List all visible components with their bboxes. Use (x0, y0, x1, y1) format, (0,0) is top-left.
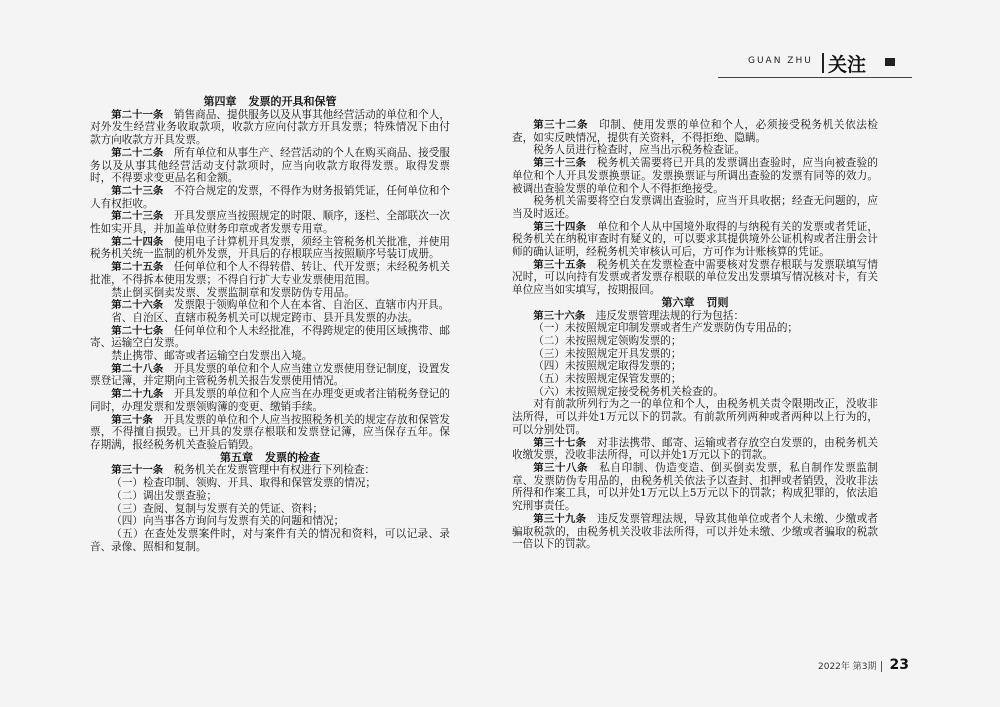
paragraph-text: 印制、使用发票的单位和个人，必须接受税务机关依法检查，如实反映情况，提供有关资料，不得拒绝、隐瞒。 (512, 119, 879, 144)
article-label: 第二十九条 (111, 388, 164, 401)
article-label: 第三十二条 (533, 119, 589, 131)
paragraph-text: 违反发票管理法规，导致其他单位或者个人未缴、少缴或者骗取税款的，由税务机关没收非法所得，可以并处未缴、少缴或者骗取的税款一倍以下的罚款。 (512, 512, 879, 551)
article-paragraph (512, 221, 878, 259)
paragraph-text: （二）调出发票查验； (111, 489, 218, 502)
article-label: 第二十七条 (111, 324, 164, 337)
article-paragraph (90, 414, 450, 452)
paragraph (512, 348, 878, 361)
paragraph-text: （二）未按照规定领购发票的； (533, 334, 682, 347)
paragraph-text: （四）未按照规定取得发票的； (533, 360, 682, 373)
section-header-en: GUAN ZHU (748, 56, 813, 66)
article-paragraph (90, 236, 450, 261)
section-header-zh: 关注 (828, 54, 867, 76)
paragraph-text: 不符合规定的发票，不得作为财务报销凭证，任何单位和个人有权拒收。 (90, 184, 451, 210)
article-label: 第三十七条 (533, 436, 587, 449)
paragraph (90, 477, 450, 490)
article-paragraph (512, 119, 878, 144)
left-column (90, 96, 450, 553)
article-label: 第二十六条 (111, 299, 164, 312)
paragraph (512, 360, 878, 373)
chapter-heading (90, 452, 450, 465)
paragraph-text: （一）未按照规定印制发票或者生产发票防伪专用品的； (533, 322, 799, 335)
paragraph-text: 任何单位和个人不得转借、转让、代开发票；未经税务机关批准，不得拆本使用发票；不得自行扩大专业发票使用范围。 (90, 261, 451, 286)
article-paragraph (512, 310, 878, 323)
chapter-title: 发票的开具和保管 (248, 95, 337, 108)
article-label: 第二十五条 (111, 261, 164, 274)
paragraph (90, 515, 450, 528)
article-paragraph (90, 109, 450, 147)
paragraph (512, 373, 878, 386)
article-paragraph (90, 464, 450, 477)
article-label: 第二十二条 (111, 146, 164, 159)
paragraph-text: 税务机关在发票检查中需要核对发票存根联与发票联填写情况时，可以向持有发票或者发票存根联的单位发出发票填写情况核对卡，有关单位应当如实填写，按期报回。 (512, 258, 879, 297)
page-number: 23 (889, 657, 909, 673)
article-label: 第三十三条 (533, 157, 587, 170)
paragraph-text: 发票限于领购单位和个人在本省、自治区、直辖市内开具。 (173, 299, 450, 312)
article-label: 第三十四条 (533, 220, 587, 233)
article-paragraph (90, 363, 450, 388)
article-label: 第二十三条 (111, 184, 164, 197)
article-label: 第三十八条 (533, 461, 589, 474)
chapter-number: 第四章 (203, 95, 237, 108)
paragraph (512, 144, 878, 157)
paragraph-text: （三）未按照规定开具发票的； (533, 347, 682, 360)
paragraph-text: 对非法携带、邮寄、运输或者存放空白发票的，由税务机关收缴发票，没收非法所得，可以并处1万元以下的罚款。 (512, 436, 879, 462)
paragraph-text: （一）检查印制、领购、开具、取得和保管发票的情况； (111, 477, 377, 490)
paragraph-text: 单位和个人从中国境外取得的与纳税有关的发票或者凭证，税务机关在纳税审查时有疑义的，可以要求其提供境外公证机构或者注册会计师的确认证明，经税务机关审核认可后，方可作为计账核算的凭证。 (512, 220, 879, 259)
article-label: 第三十九条 (533, 512, 587, 525)
paragraph (90, 312, 450, 325)
paragraph-text: 税务人员进行检查时，应当出示税务检查证。 (533, 144, 746, 157)
paragraph (512, 195, 878, 220)
chapter-title: 发票的检查 (265, 450, 320, 464)
header-marker-icon (885, 58, 895, 66)
article-label: 第三十五条 (533, 258, 587, 271)
paragraph-text: 开具发票的单位和个人应当按照税务机关的规定存放和保管发票，不得擅自损毁。已开具的发票存根联和发票登记簿，应当保存五年。保存期满，报经税务机关查验后销毁。 (90, 413, 451, 451)
paragraph-text: 税务机关需要将空白发票调出查验时，应当开具收据；经查无问题的，应当及时返还。 (512, 195, 878, 220)
header-divider (822, 53, 824, 73)
article-paragraph (90, 210, 450, 235)
article-label: 第三十六条 (533, 309, 586, 322)
paragraph-text: 开具发票的单位和个人应当建立发票使用登记制度，设置发票登记簿，并定期向主管税务机关报告发票使用情况。 (90, 362, 451, 388)
paragraph-text: 对有前款所列行为之一的单位和个人，由税务机关责令限期改正，没收非法所得，可以并处1万元以下的罚款。有前款所列两种或者两种以上行为的，可以分别处罚。 (512, 398, 878, 436)
chapter-title: 罚则 (706, 295, 729, 309)
paragraph-text: （六）未按照规定接受税务机关检查的。 (533, 385, 724, 398)
article-paragraph (90, 261, 450, 286)
right-column (512, 119, 878, 551)
paragraph-text: 违反发票管理法规的行为包括： (595, 309, 745, 322)
article-label: 第三十条 (111, 413, 153, 426)
page-footer (818, 657, 909, 673)
article-label: 第二十一条 (111, 108, 164, 121)
paragraph-text: 所有单位和从事生产、经营活动的个人在购买商品、接受服务以及从事其他经营活动支付款项时，应当向收款方取得发票。取得发票时，不得要求变更品名和金额。 (90, 146, 451, 185)
paragraph-text: 省、自治区、直辖市税务机关可以规定跨市、县开具发票的办法。 (111, 311, 419, 324)
paragraph-text: 开具发票的单位和个人应当在办理变更或者注销税务登记的同时，办理发票和发票领购簿的变更、缴销手续。 (90, 388, 451, 413)
header-rule (718, 77, 912, 78)
article-label: 第三十一条 (111, 464, 164, 477)
chapter-number: 第六章 (661, 295, 695, 309)
section-header (710, 50, 910, 76)
issue-label: 2022年 第3期 (818, 662, 877, 672)
paragraph-text: 禁止携带、邮寄或者运输空白发票出入境。 (111, 350, 313, 363)
paragraph-text: （五）在查处发票案件时，对与案件有关的情况和资料，可以记录、录音、录像、照相和复制。 (90, 527, 450, 553)
paragraph-text: 开具发票应当按照规定的时限、顺序，逐栏、全部联次一次性如实开具，并加盖单位财务印章或者发票专用章。 (90, 210, 451, 236)
article-paragraph (90, 388, 450, 413)
paragraph (90, 350, 450, 363)
paragraph (90, 503, 450, 516)
paragraph (90, 528, 450, 553)
paragraph-text: 禁止倒买倒卖发票、发票监制章和发票防伪专用品。 (111, 286, 355, 299)
paragraph-text: 税务机关在发票管理中有权进行下列检查： (173, 464, 376, 477)
article-paragraph (512, 437, 878, 462)
paragraph (90, 287, 450, 300)
footer-divider (881, 661, 882, 672)
paragraph (512, 335, 878, 348)
article-paragraph (90, 147, 450, 185)
paragraph (512, 386, 878, 399)
paragraph (512, 322, 878, 335)
article-paragraph (512, 157, 878, 195)
article-paragraph (90, 299, 450, 312)
article-paragraph (90, 185, 450, 210)
paragraph-text: 私自印制、伪造变造、倒买倒卖发票，私自制作发票监制章、发票防伪专用品的，由税务机关依法予以查封、扣押或者销毁，没收非法所得和作案工具，可以并处1万元以上5万元以下的罚款；构成犯罪的，依法追究刑事责任。 (512, 461, 879, 513)
article-paragraph (90, 325, 450, 350)
chapter-heading (512, 297, 878, 310)
paragraph-text: （三）查阅、复制与发票有关的凭证、资料； (111, 502, 324, 515)
paragraph (512, 398, 878, 436)
paragraph-text: 任何单位和个人未经批准，不得跨规定的使用区域携带、邮寄、运输空白发票。 (90, 324, 451, 350)
paragraph-text: （四）向当事各方询问与发票有关的问题和情况； (111, 515, 345, 528)
paragraph-text: 使用电子计算机开具发票，须经主管税务机关批准，并使用税务机关统一监制的机外发票，开具后的存根联应当按照顺序号装订成册。 (90, 235, 451, 261)
article-paragraph (512, 462, 878, 513)
paragraph (90, 490, 450, 503)
chapter-number: 第五章 (220, 450, 253, 464)
article-paragraph (512, 513, 878, 551)
article-label: 第二十八条 (111, 362, 164, 375)
paragraph-text: 税务机关需要将已开具的发票调出查验时，应当向被查验的单位和个人开具发票换票证。发票换票证与所调出查验的发票有同等的效力。被调出查验发票的单位和个人不得拒绝接受。 (512, 157, 879, 195)
article-paragraph (512, 259, 878, 297)
paragraph-text: （五）未按照规定保管发票的； (533, 373, 682, 386)
article-label: 第二十四条 (111, 235, 164, 248)
paragraph-text: 销售商品、提供服务以及从事其他经营活动的单位和个人，对外发生经营业务收取款项，收款方应向付款方开具发票；特殊情况下由付款方向收款方开具发票。 (90, 108, 451, 147)
article-label: 第二十三条 (111, 210, 164, 223)
chapter-heading (90, 96, 450, 109)
